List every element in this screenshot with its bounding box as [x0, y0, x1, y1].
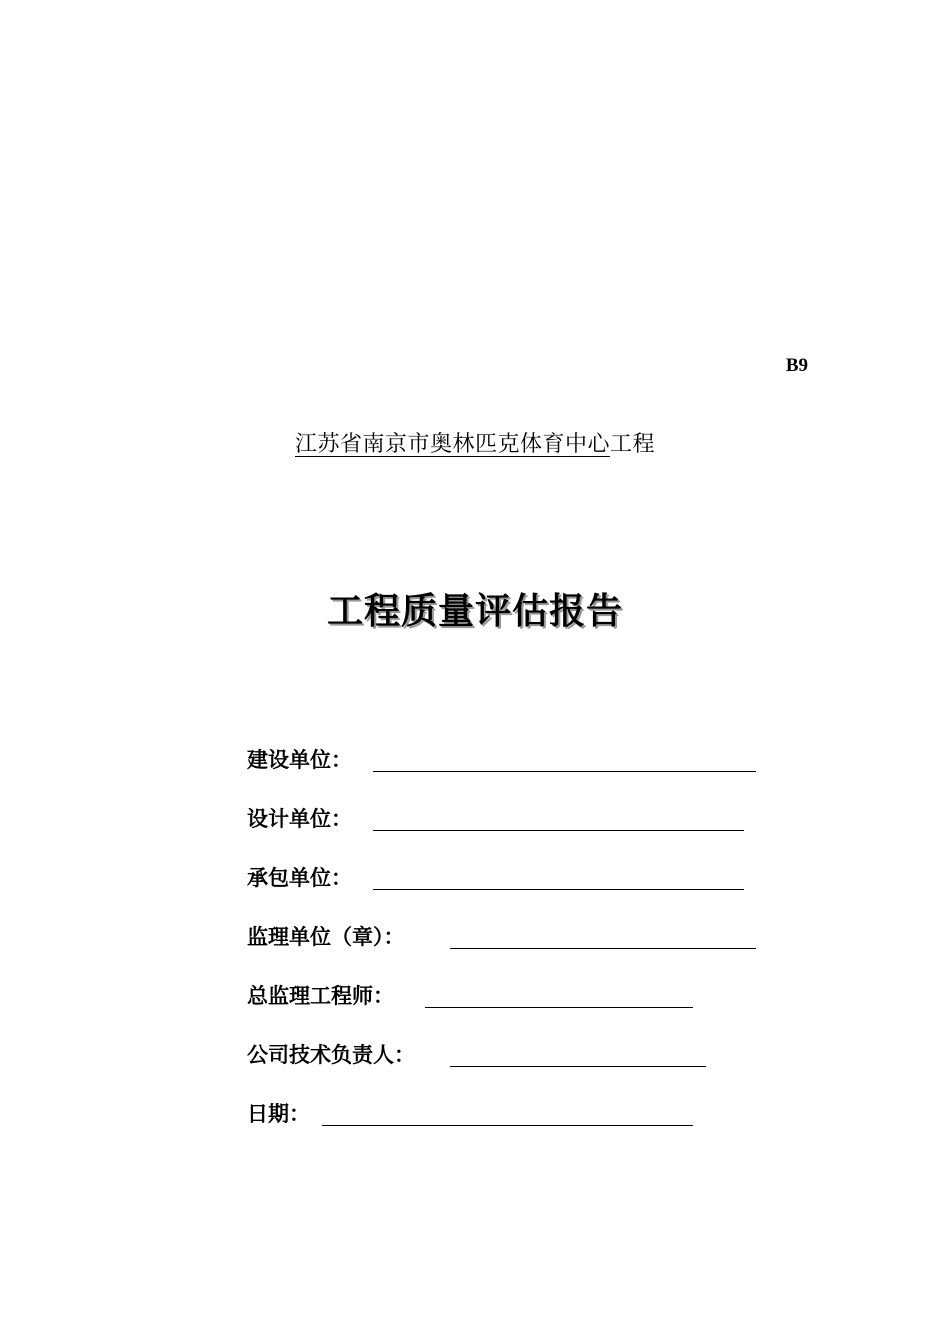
fill-in-line[interactable] [322, 1125, 693, 1126]
project-name [0, 427, 950, 458]
project-name-underlined: 江苏省南京市奥林匹克体育中心 [294, 432, 610, 457]
field-label: 日期： [247, 1102, 310, 1126]
field-label: 建设单位： [247, 748, 352, 772]
project-name-suffix: 工程 [610, 432, 656, 457]
report-title: 工程质量评估报告 [326, 591, 623, 632]
fill-in-line[interactable] [450, 1066, 706, 1067]
fill-in-line[interactable] [450, 948, 756, 949]
field-label: 设计单位： [247, 807, 352, 831]
fill-in-line[interactable] [373, 889, 744, 890]
fill-in-line[interactable] [373, 771, 756, 772]
fill-in-line[interactable] [373, 830, 744, 831]
field-label: 总监理工程师： [247, 984, 394, 1008]
fill-in-line[interactable] [425, 1007, 693, 1008]
field-label: 承包单位： [247, 866, 352, 890]
field-label: 监理单位（章）： [247, 925, 405, 949]
field-label: 公司技术负责人： [247, 1043, 415, 1067]
document-code: B9 [785, 355, 808, 376]
